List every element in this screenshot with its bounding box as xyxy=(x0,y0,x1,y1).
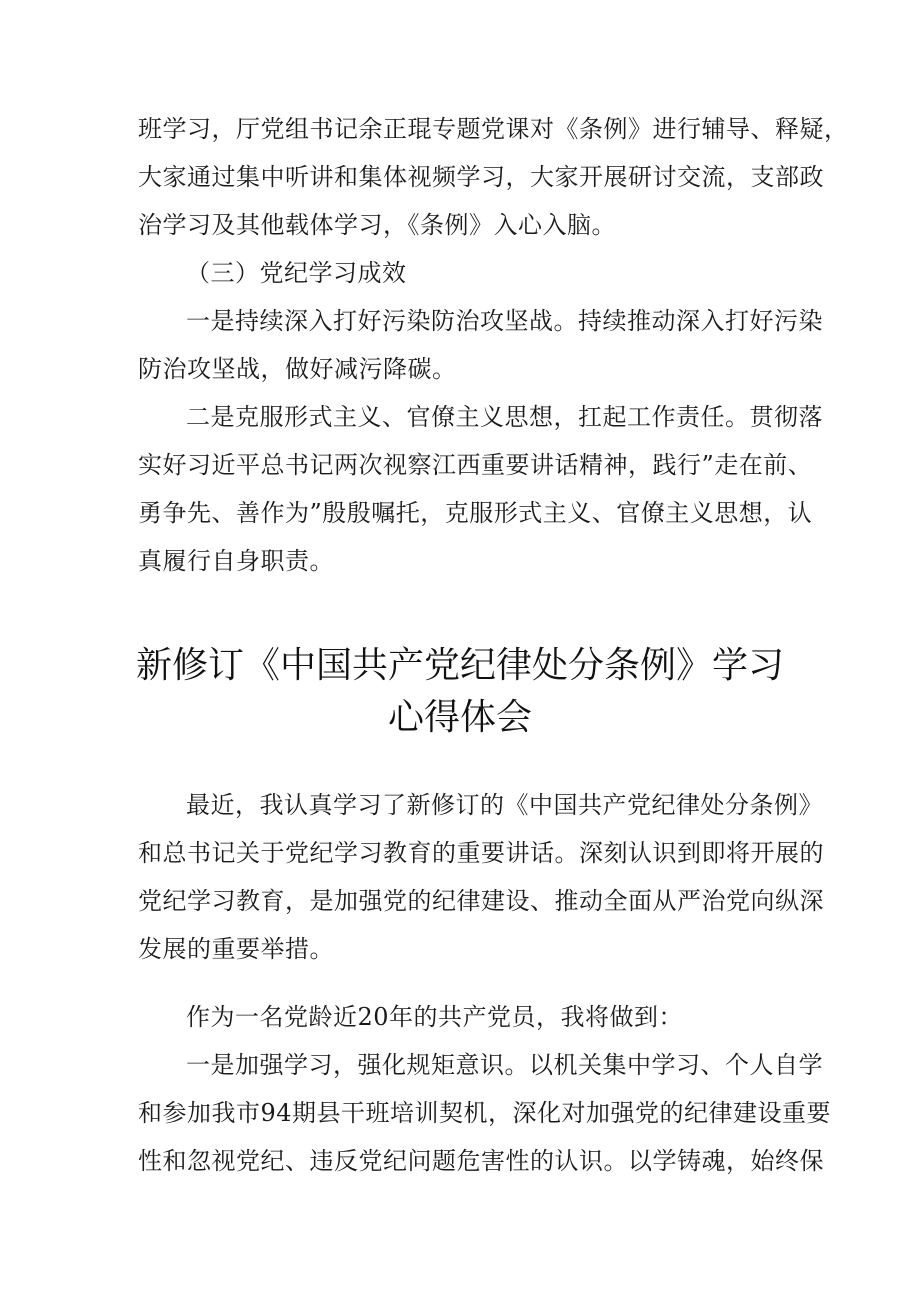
body-text-line: 实好习近平总书记两次视察江西重要讲话精神，践行”走在前、 xyxy=(138,451,813,479)
body-text-line: 性和忽视党纪、违反党纪问题危害性的认识。以学铸魂，始终保 xyxy=(138,1147,824,1175)
body-text-line: 一是持续深入打好污染防治攻坚战。持续推动深入打好污染 xyxy=(186,307,823,335)
body-text-line: 班学习，厅党组书记余正琨专题党课对《条例》进行辅导、释疑， xyxy=(138,115,849,143)
body-text-line: 大家通过集中听讲和集体视频学习，大家开展研讨交流，支部政 xyxy=(138,163,824,191)
body-text-line: 二是克服形式主义、官僚主义思想，扛起工作责任。贯彻落 xyxy=(186,403,823,431)
article-title-line1: 新修订《中国共产党纪律处分条例》学习 xyxy=(135,645,784,686)
body-text-line: 发展的重要举措。 xyxy=(138,935,334,963)
body-text-line: 防治攻坚战，做好减污降碳。 xyxy=(138,355,457,383)
article-title-line2: 心得体会 xyxy=(387,697,532,738)
body-text-line: 党纪学习教育，是加强党的纪律建设、推动全面从严治党向纵深 xyxy=(138,887,824,915)
body-text-line: 真履行自身职责。 xyxy=(138,547,334,575)
body-text-line: 和参加我市94期县干班培训契机，深化对加强党的纪律建设重要 xyxy=(138,1099,832,1127)
body-text-line: 和总书记关于党纪学习教育的重要讲话。深刻认识到即将开展的 xyxy=(138,839,824,867)
body-text-line: 作为一名党龄近20年的共产党员，我将做到： xyxy=(186,1003,684,1031)
body-text-line: 最近，我认真学习了新修订的《中国共产党纪律处分条例》 xyxy=(186,791,823,819)
body-text-line: 勇争先、善作为”殷殷嘱托，克服形式主义、官僚主义思想，认 xyxy=(138,499,813,527)
body-text-line: 治学习及其他载体学习，《条例》入心入脑。 xyxy=(138,211,616,239)
body-text-line: 一是加强学习，强化规矩意识。以机关集中学习、个人自学 xyxy=(186,1051,823,1079)
section-heading: （三）党纪学习成效 xyxy=(186,259,407,287)
